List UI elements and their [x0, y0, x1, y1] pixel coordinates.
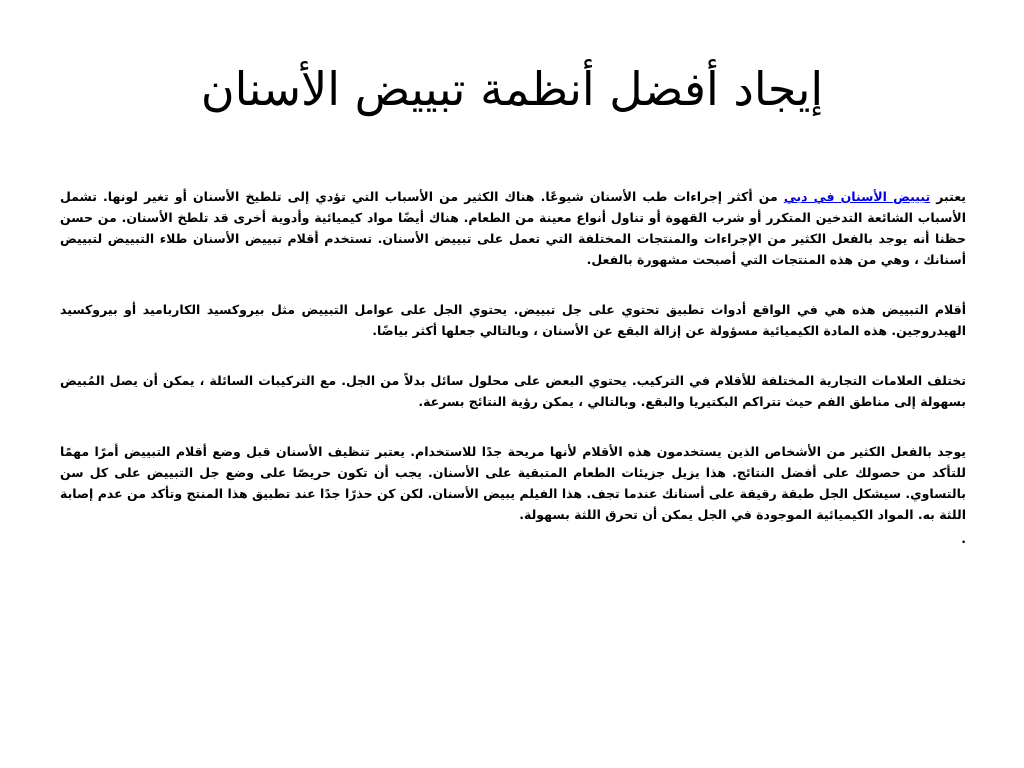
slide-title: إيجاد أفضل أنظمة تبييض الأسنان: [200, 62, 824, 116]
trailing-period: .: [961, 531, 966, 546]
paragraph-1-text: من أكثر إجراءات طب الأسنان شيوعًا. هناك الكثير من الأسباب التي تؤدي إلى تلطيخ الأسنان أو تغير لونها. تشمل الأسباب الشائعة التدخين المتكرر أو شرب القهوة أو تناول أنواع معينة من الطعام. هناك أيضًا مواد كيميائية وأدوية أخرى قد تلطخ الأسنان. من حسن حظنا أنه يوجد بالفعل الكثير من الإجراءات والمنتجات المختلفة التي تعمل على تبييض الأسنان. تستخدم أقلام تبييض الأسنان طلاء التبييض لتبييض أسنانك ، وهي من هذه المنتجات التي أصبحت مشهورة بالفعل.: [60, 189, 966, 267]
paragraph-1-prefix: يعتبر: [930, 189, 966, 204]
paragraph-2: أقلام التبييض هذه هي في الواقع أدوات تطبيق تحتوي على جل تبييض. يحتوي الجل على عوامل التبييض مثل بيروكسيد الكارباميد أو بيروكسيد الهيدروجين. هذه المادة الكيميائية مسؤولة عن إزالة البقع عن الأسنان ، وبالتالي جعلها أكثر بياضًا.: [60, 302, 966, 338]
teeth-whitening-dubai-link[interactable]: تبييض الأسنان في دبي: [783, 189, 931, 204]
paragraph-4: يوجد بالفعل الكثير من الأشخاص الذين يستخدمون هذه الأقلام لأنها مريحة جدًا للاستخدام. يعتبر تنظيف الأسنان قبل وضع أقلام التبييض أمرًا مهمًا للتأكد من حصولك على أفضل النتائج. هذا يزيل جزيئات الطعام المتبقية على الأسنان. يجب أن تكون حريصًا على وضع جل التبييض على كل سن بالتساوي. سيشكل الجل طبقة رقيقة على أسنانك عندما تجف. هذا الفيلم يبيض الأسنان. لكن كن حذرًا جدًا عند تطبيق هذا المنتج وتأكد من عدم إصابة اللثة به. المواد الكيميائية الموجودة في الجل يمكن أن تحرق اللثة بسهولة.: [60, 444, 966, 522]
paragraph-1: [60, 186, 966, 270]
slide-body: [60, 186, 966, 549]
paragraph-3: تختلف العلامات التجارية المختلفة للأقلام في التركيب. يحتوي البعض على محلول سائل بدلاً من الجل. مع التركيبات السائلة ، يمكن أن يصل المُبيض بسهولة إلى مناطق الفم حيث تتراكم البكتيريا والبقع. وبالتالي ، يمكن رؤية النتائج بسرعة.: [60, 373, 966, 409]
